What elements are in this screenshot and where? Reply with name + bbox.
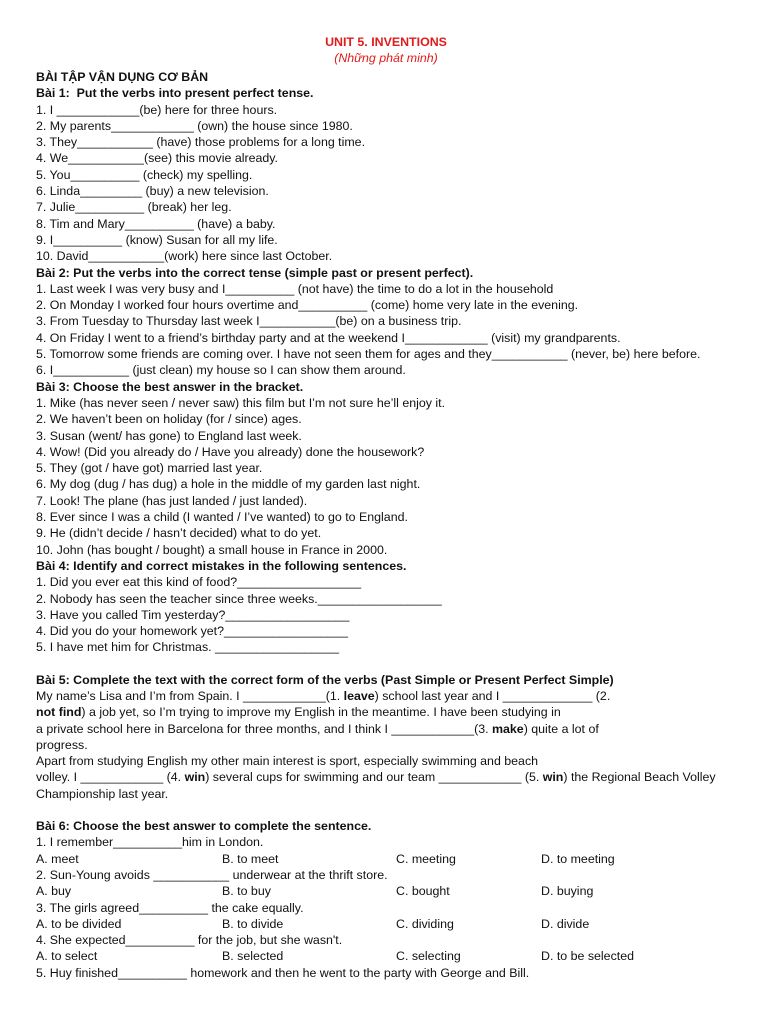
text-run: ) a job yet, so I’m trying to improve my English in the meantime. I have been studying in xyxy=(81,705,561,720)
option-b: B. to meet xyxy=(222,851,279,866)
text-line: Apart from studying English my other main interest is sport, especially swimming and beach xyxy=(36,754,539,769)
option-d: D. buying xyxy=(541,884,594,899)
exercise-item: 8. Ever since I was a child (I wanted / I’ve wanted) to go to England. xyxy=(36,510,408,525)
verb-cue: win xyxy=(184,770,206,785)
verb-cue: not find xyxy=(36,705,82,720)
answer-options xyxy=(36,883,736,899)
option-c: C. bought xyxy=(396,884,450,899)
exercise-6-heading: Bài 6: Choose the best answer to complete the sentence. xyxy=(36,819,372,834)
text-line: progress. xyxy=(36,737,88,752)
exercise-5-heading: Bài 5: Complete the text with the correct form of the verbs (Past Simple or Present Perfect Simple) xyxy=(36,672,614,687)
exercise-3-list xyxy=(36,395,736,558)
exercise-item: 2. Nobody has seen the teacher since three weeks.__________________ xyxy=(36,591,442,606)
exercise-item: 4. We___________(see) this movie already. xyxy=(36,151,278,166)
text-run: ) several cups for swimming and our team ____________ (5. xyxy=(205,770,543,785)
exercise-1-heading: Bài 1: Put the verbs into present perfect tense. xyxy=(36,86,314,101)
option-b: B. selected xyxy=(222,949,284,964)
exercise-4-list xyxy=(36,574,736,655)
text-run: ) school last year and I _____________ (2. xyxy=(374,688,611,703)
exercise-2-heading: Bài 2: Put the verbs into the correct tense (simple past or present perfect). xyxy=(36,265,474,280)
exercise-item: 1. Mike (has never seen / never saw) this film but I’m not sure he’ll enjoy it. xyxy=(36,395,446,410)
option-a: A. to be divided xyxy=(36,916,122,931)
answer-options xyxy=(36,851,736,867)
exercise-item: 5. You__________ (check) my spelling. xyxy=(36,167,253,182)
exercise-item: 5. They (got / have got) married last year. xyxy=(36,461,263,476)
exercise-5-text xyxy=(36,688,736,802)
text-run: ) the Regional Beach Volley xyxy=(563,770,716,785)
exercise-item: 8. Tim and Mary__________ (have) a baby. xyxy=(36,216,276,231)
exercise-item: 9. I__________ (know) Susan for all my life. xyxy=(36,232,278,247)
exercise-4-heading: Bài 4: Identify and correct mistakes in the following sentences. xyxy=(36,558,407,573)
exercise-item: 5. Tomorrow some friends are coming over. I have not seen them for ages and they___________ (never, be) here before. xyxy=(36,347,701,362)
option-d: D. to be selected xyxy=(541,949,634,964)
exercise-item: 6. I___________ (just clean) my house so I can show them around. xyxy=(36,363,406,378)
text-line xyxy=(36,704,736,720)
exercise-item: 5. I have met him for Christmas. __________________ xyxy=(36,640,340,655)
question-stem: 5. Huy finished__________ homework and then he went to the party with George and Bill. xyxy=(36,965,530,980)
page-subtitle: (Những phát minh) xyxy=(334,51,438,65)
exercise-item: 2. On Monday I worked four hours overtime and__________ (come) home very late in the evening. xyxy=(36,298,579,313)
verb-cue: make xyxy=(492,721,524,736)
exercise-item: 6. Linda_________ (buy) a new television. xyxy=(36,184,269,199)
exercise-item: 4. Wow! (Did you already do / Have you already) done the housework? xyxy=(36,444,425,459)
exercise-item: 2. We haven’t been on holiday (for / since) ages. xyxy=(36,412,302,427)
text-line xyxy=(36,688,736,704)
exercise-item: 1. Did you ever eat this kind of food?__________________ xyxy=(36,575,362,590)
exercise-item: 3. From Tuesday to Thursday last week I___________(be) on a business trip. xyxy=(36,314,462,329)
exercise-item: 2. My parents____________ (own) the house since 1980. xyxy=(36,118,353,133)
exercise-item: 3. Have you called Tim yesterday?__________________ xyxy=(36,607,350,622)
exercise-item: 1. I ____________(be) here for three hours. xyxy=(36,102,278,117)
exercise-item: 6. My dog (dug / has dug) a hole in the middle of my garden last night. xyxy=(36,477,421,492)
option-c: C. selecting xyxy=(396,949,461,964)
worksheet-page xyxy=(36,34,736,981)
text-run: My name’s Lisa and I’m from Spain. I ____________(1. xyxy=(36,688,344,703)
exercise-item: 1. Last week I was very busy and I__________ (not have) the time to do a lot in the household xyxy=(36,281,554,296)
section-heading: BÀI TẬP VẬN DỤNG CƠ BẢN xyxy=(36,70,209,84)
question-stem: 3. The girls agreed__________ the cake equally. xyxy=(36,900,304,915)
text-line: Championship last year. xyxy=(36,786,169,801)
answer-options xyxy=(36,948,736,964)
exercise-item: 4. On Friday I went to a friend’s birthday party and at the weekend I____________ (visit) my grandparents. xyxy=(36,330,621,345)
text-line xyxy=(36,721,736,737)
exercise-item: 3. They___________ (have) those problems for a long time. xyxy=(36,135,366,150)
option-a: A. to select xyxy=(36,949,98,964)
verb-cue: win xyxy=(542,770,564,785)
exercise-item: 7. Look! The plane (has just landed / just landed). xyxy=(36,493,308,508)
option-d: D. divide xyxy=(541,916,590,931)
option-c: C. dividing xyxy=(396,916,454,931)
exercise-2-list xyxy=(36,281,736,379)
option-b: B. to divide xyxy=(222,916,284,931)
option-b: B. to buy xyxy=(222,884,271,899)
option-a: A. buy xyxy=(36,884,72,899)
spacer xyxy=(36,656,736,672)
page-title: UNIT 5. INVENTIONS xyxy=(325,35,447,49)
text-run: volley. I ____________ (4. xyxy=(36,770,185,785)
spacer xyxy=(36,802,736,818)
option-a: A. meet xyxy=(36,851,79,866)
exercise-item: 10. David___________(work) here since last October. xyxy=(36,249,333,264)
question-stem: 4. She expected__________ for the job, but she wasn't. xyxy=(36,933,343,948)
exercise-6-list xyxy=(36,834,736,981)
verb-cue: leave xyxy=(343,688,375,703)
exercise-item: 3. Susan (went/ has gone) to England last week. xyxy=(36,428,302,443)
exercise-item: 7. Julie__________ (break) her leg. xyxy=(36,200,232,215)
exercise-item: 4. Did you do your homework yet?__________________ xyxy=(36,624,349,639)
answer-options xyxy=(36,916,736,932)
exercise-3-heading: Bài 3: Choose the best answer in the bracket. xyxy=(36,379,304,394)
question-stem: 1. I remember__________him in London. xyxy=(36,835,264,850)
question-stem: 2. Sun-Young avoids ___________ underwear at the thrift store. xyxy=(36,867,388,882)
text-run: ) quite a lot of xyxy=(523,721,599,736)
text-line xyxy=(36,769,736,785)
exercise-1-list xyxy=(36,102,736,265)
option-c: C. meeting xyxy=(396,851,456,866)
option-d: D. to meeting xyxy=(541,851,615,866)
exercise-item: 10. John (has bought / bought) a small house in France in 2000. xyxy=(36,542,388,557)
exercise-item: 9. He (didn’t decide / hasn’t decided) what to do yet. xyxy=(36,526,322,541)
text-run: a private school here in Barcelona for three months, and I think I ____________(3. xyxy=(36,721,492,736)
